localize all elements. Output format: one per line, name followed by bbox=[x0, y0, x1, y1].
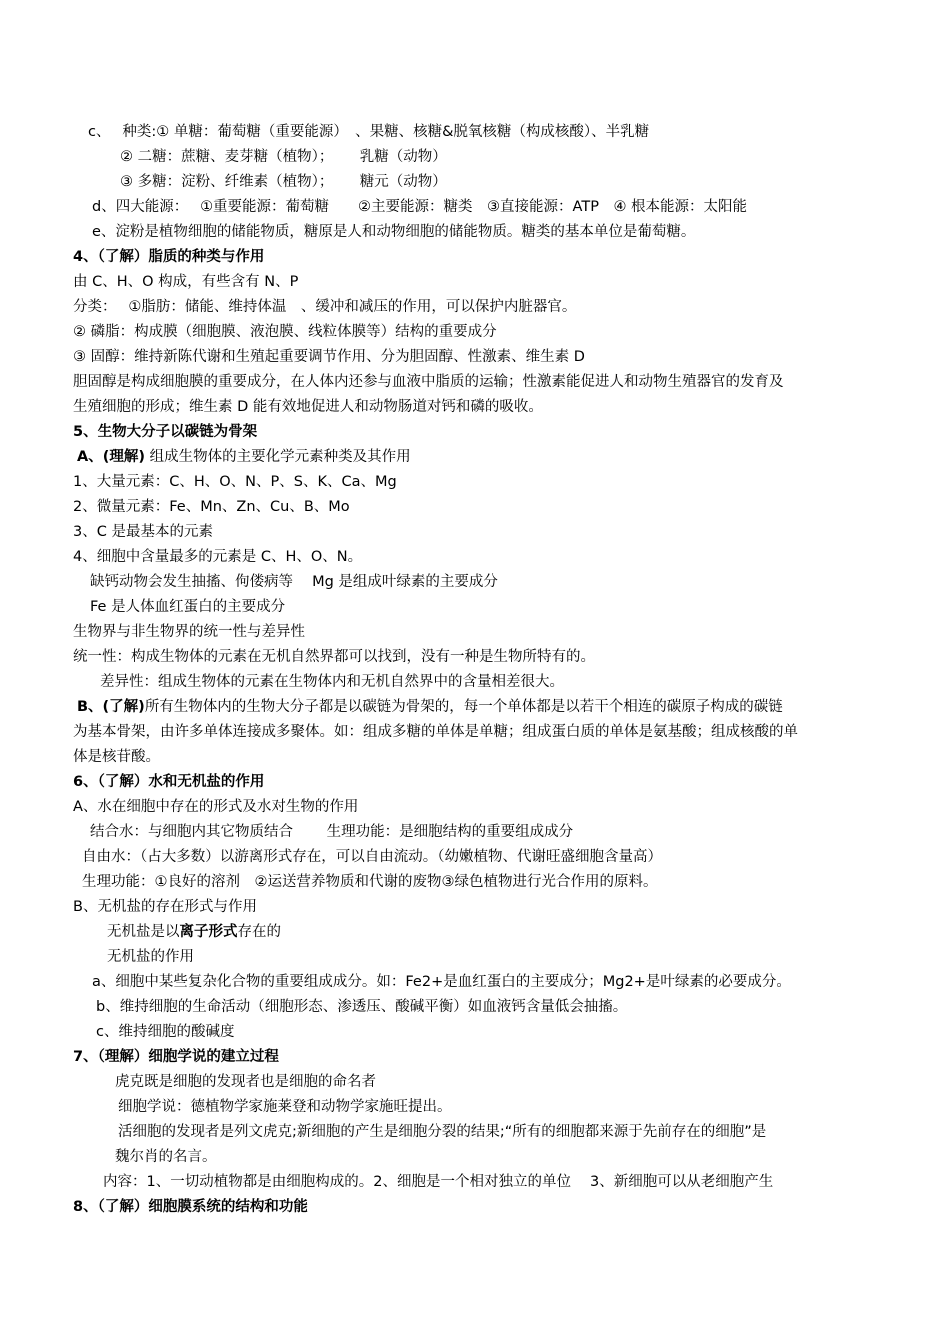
cholesterol-line-cont: 生殖细胞的形成；维生素 D 能有效地促进人和动物肠道对钙和磷的吸收。 bbox=[73, 399, 543, 415]
know-tag: B、(了解) bbox=[77, 699, 145, 715]
free-water-function-line: 生理功能：①良好的溶剂 ②运送营养物质和代谢的废物③绿色植物进行光合作用的原料。 bbox=[82, 874, 658, 890]
living-cell-line-cont: 魏尔肖的名言。 bbox=[115, 1149, 217, 1165]
hooke-line: 虎克既是细胞的发现者也是细胞的命名者 bbox=[115, 1074, 376, 1090]
energy-sources-line: d、四大能源： ①重要能源：葡萄糖 ②主要能源：糖类 ③直接能源：ATP ④ 根本能源：太阳能 bbox=[92, 199, 748, 215]
difference-line: 差异性：组成生物体的元素在生物体内和无机自然界中的含量相差很大。 bbox=[100, 674, 564, 690]
section-4-heading: 4、（了解）脂质的种类与作用 bbox=[73, 249, 265, 265]
phospholipid-line: ② 磷脂：构成膜（细胞膜、液泡膜、线粒体膜等）结构的重要成分 bbox=[73, 324, 497, 340]
trace-elements-line: 2、微量元素：Fe、Mn、Zn、Cu、B、Mo bbox=[73, 499, 350, 515]
inorganic-salt-heading: B、无机盐的存在形式与作用 bbox=[73, 899, 257, 915]
salt-function-b: b、维持细胞的生命活动（细胞形态、渗透压、酸碱平衡）如血液钙含量低会抽搐。 bbox=[96, 999, 628, 1015]
cholesterol-line: 胆固醇是构成细胞膜的重要成分，在人体内还参与血液中脂质的运输；性激素能促进人和动物生殖器官的发育及 bbox=[73, 374, 784, 390]
cell-theory-line: 细胞学说：德植物学家施莱登和动物学家施旺提出。 bbox=[118, 1099, 452, 1115]
unity-line: 统一性：构成生物体的元素在无机自然界都可以找到，没有一种是生物所特有的。 bbox=[73, 649, 595, 665]
bound-water-line: 结合水：与细胞内其它物质结合 生理功能：是细胞结构的重要组成成分 bbox=[90, 824, 574, 840]
carbon-chain-text: 所有生物体内的生物大分子都是以碳链为骨架的，每一个单体都是以若干个相连的碳原子构成的碳链 bbox=[144, 699, 783, 715]
macro-elements-line: 1、大量元素：C、H、O、N、P、S、K、Ca、Mg bbox=[73, 474, 397, 490]
elements-subheading bbox=[77, 447, 411, 467]
elements-subheading-text: 组成生物体的主要化学元素种类及其作用 bbox=[144, 449, 411, 465]
free-water-line: 自由水：（占大多数）以游离形式存在，可以自由流动。（幼嫩植物、代谢旺盛细胞含量高） bbox=[82, 849, 662, 865]
carbon-line: 3、C 是最基本的元素 bbox=[73, 524, 213, 540]
carbon-chain-line bbox=[77, 697, 783, 717]
salt-form-line bbox=[107, 922, 281, 942]
section-7-heading: 7、（理解）细胞学说的建立过程 bbox=[73, 1049, 279, 1065]
lipid-composition-line: 由 C、H、O 构成，有些含有 N、P bbox=[73, 274, 299, 290]
lipid-classification-line: 分类： ①脂肪：储能、维持体温 、缓冲和减压的作用，可以保护内脏器官。 bbox=[73, 299, 577, 315]
salt-function-heading: 无机盐的作用 bbox=[107, 949, 194, 965]
living-cell-line: 活细胞的发现者是列文虎克;新细胞的产生是细胞分裂的结果;“所有的细胞都来源于先前存在的细胞”是 bbox=[118, 1124, 767, 1140]
carbon-chain-line-end: 体是核苷酸。 bbox=[73, 749, 160, 765]
sterol-line: ③ 固醇：维持新陈代谢和生殖起重要调节作用、分为胆固醇、性激素、维生素 D bbox=[73, 349, 585, 365]
salt-function-a: a、细胞中某些复杂化合物的重要组成成分。如：Fe2+是血红蛋白的主要成分；Mg2+是叶绿素的必要成分。 bbox=[92, 974, 791, 990]
most-abundant-line: 4、细胞中含量最多的元素是 C、H、O、N。 bbox=[73, 549, 363, 565]
iron-line: Fe 是人体血红蛋白的主要成分 bbox=[90, 599, 286, 615]
carbon-chain-line-cont: 为基本骨架，由许多单体连接成多聚体。如：组成多糖的单体是单糖；组成蛋白质的单体是氨基酸；组成核酸的单 bbox=[73, 724, 798, 740]
sugar-types-line: c、 种类:① 单糖：葡萄糖（重要能源） 、果糖、核糖&脱氧核糖（构成核酸）、半乳糖 bbox=[88, 124, 650, 140]
polysaccharide-line: ③ 多糖：淀粉、纤维素（植物）； 糖元（动物） bbox=[120, 174, 447, 190]
section-6-heading: 6、（了解）水和无机盐的作用 bbox=[73, 774, 265, 790]
water-forms-line: A、水在细胞中存在的形式及水对生物的作用 bbox=[73, 799, 359, 815]
section-5-heading: 5、生物大分子以碳链为骨架 bbox=[73, 424, 258, 440]
salt-form-emphasis: 离子形式 bbox=[179, 924, 238, 940]
salt-form-prefix: 无机盐是以 bbox=[107, 924, 180, 940]
section-8-heading: 8、（了解）细胞膜系统的结构和功能 bbox=[73, 1199, 308, 1215]
calcium-mg-line: 缺钙动物会发生抽搐、佝偻病等 Mg 是组成叶绿素的主要成分 bbox=[90, 574, 498, 590]
disaccharide-line: ② 二糖：蔗糖、麦芽糖（植物）； 乳糖（动物） bbox=[120, 149, 447, 165]
starch-line: e、淀粉是植物细胞的储能物质，糖原是人和动物细胞的储能物质。糖类的基本单位是葡萄糖。 bbox=[92, 224, 696, 240]
salt-form-suffix: 存在的 bbox=[237, 924, 281, 940]
understand-tag: A、(理解) bbox=[77, 449, 145, 465]
cell-theory-content-line: 内容：1、一切动植物都是由细胞构成的。2、细胞是一个相对独立的单位 3、新细胞可以从老细胞产生 bbox=[103, 1174, 774, 1190]
unity-diversity-heading: 生物界与非生物界的统一性与差异性 bbox=[73, 624, 305, 640]
salt-function-c: c、维持细胞的酸碱度 bbox=[96, 1024, 235, 1040]
